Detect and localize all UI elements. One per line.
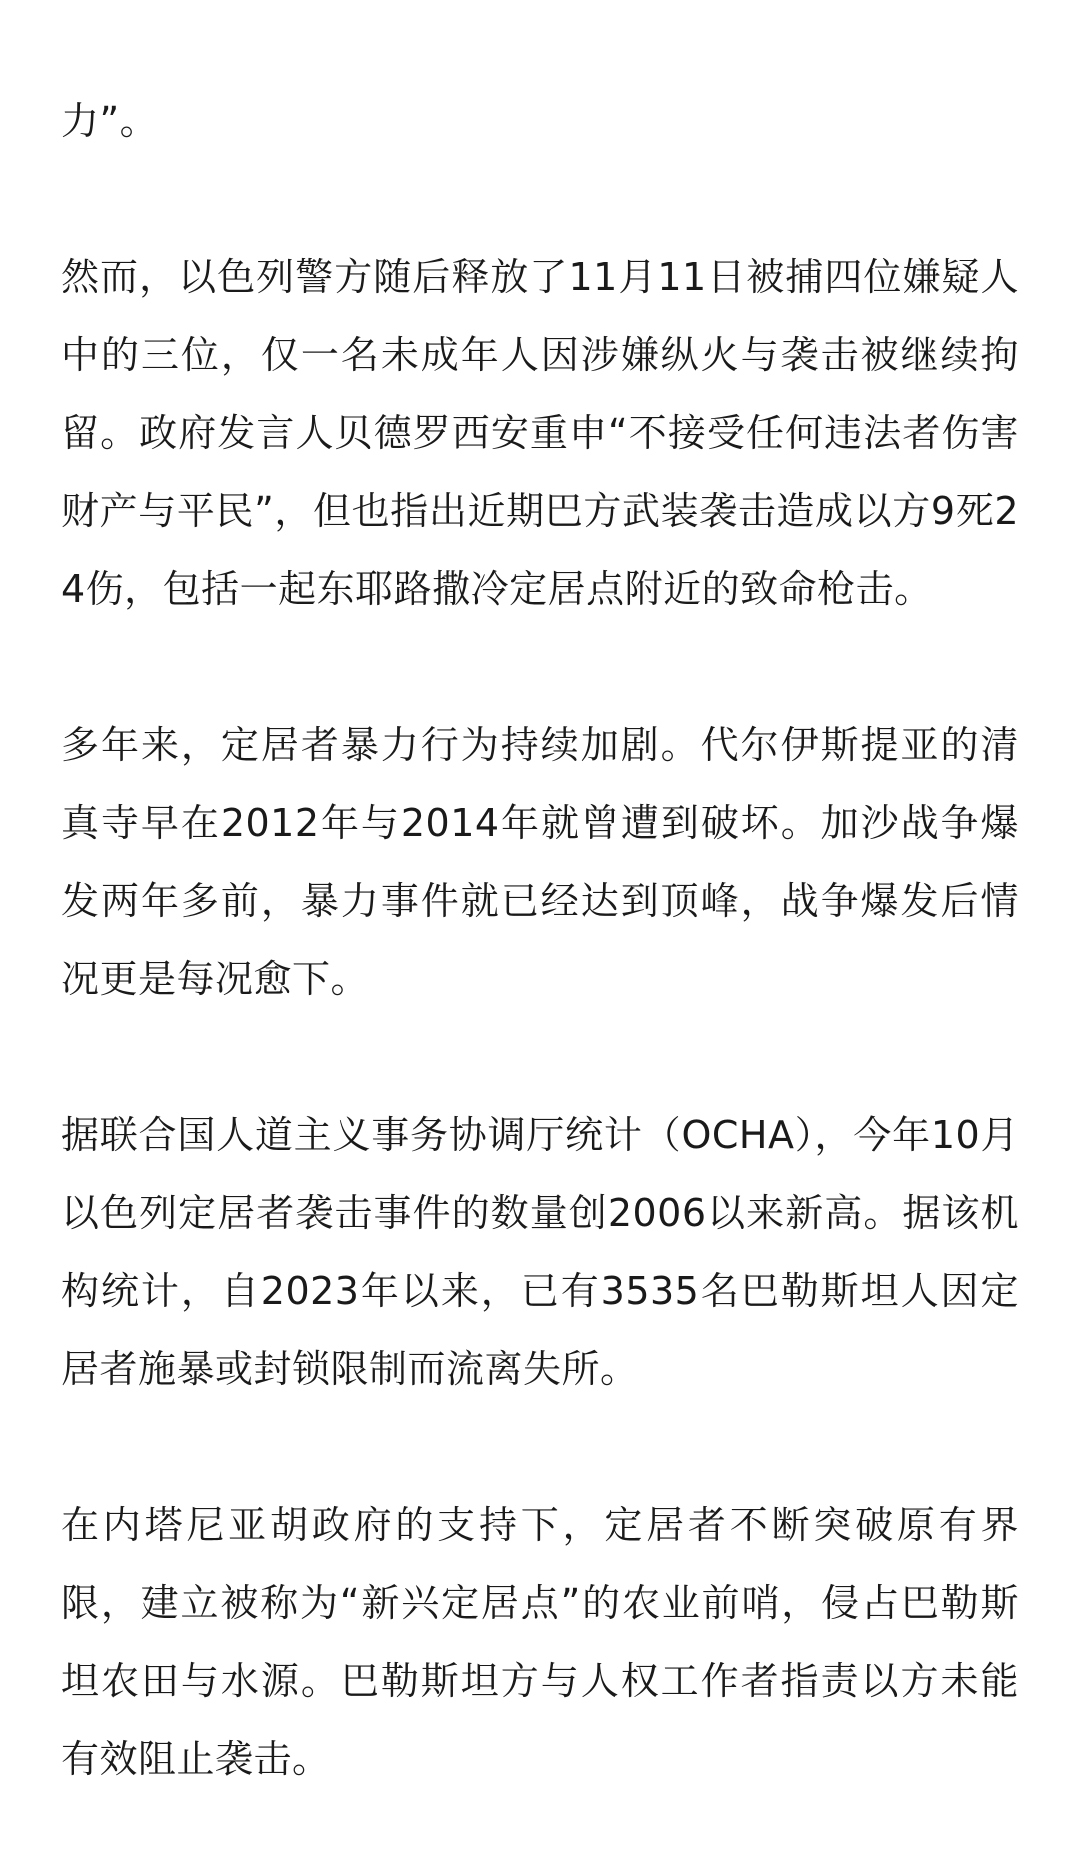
- article-paragraph: 在内塔尼亚胡政府的支持下，定居者不断突破原有界限，建立被称为“新兴定居点”的农业前哨，侵占巴勒斯坦农田与水源。巴勒斯坦方与人权工作者指责以方未能有效阻止袭击。: [61, 1503, 1019, 1781]
- article-paragraph: 力”。: [61, 99, 159, 143]
- article-body: [61, 82, 1019, 1876]
- article-paragraph: 多年来，定居者暴力行为持续加剧。代尔伊斯提亚的清真寺早在2012年与2014年就曾遭到破坏。加沙战争爆发两年多前，暴力事件就已经达到顶峰，战争爆发后情况更是每况愈下。: [61, 723, 1019, 1001]
- article-paragraph: 然而，以色列警方随后释放了11月11日被捕四位嫌疑人中的三位，仅一名未成年人因涉嫌纵火与袭击被继续拘留。政府发言人贝德罗西安重申“不接受任何违法者伤害财产与平民”，但也指出近期巴方武装袭击造成以方9死24伤，包括一起东耶路撒冷定居点附近的致命枪击。: [61, 255, 1019, 611]
- article-paragraph: 据联合国人道主义事务协调厅统计（OCHA），今年10月以色列定居者袭击事件的数量创2006以来新高。据该机构统计，自2023年以来，已有3535名巴勒斯坦人因定居者施暴或封锁限制而流离失所。: [61, 1113, 1019, 1391]
